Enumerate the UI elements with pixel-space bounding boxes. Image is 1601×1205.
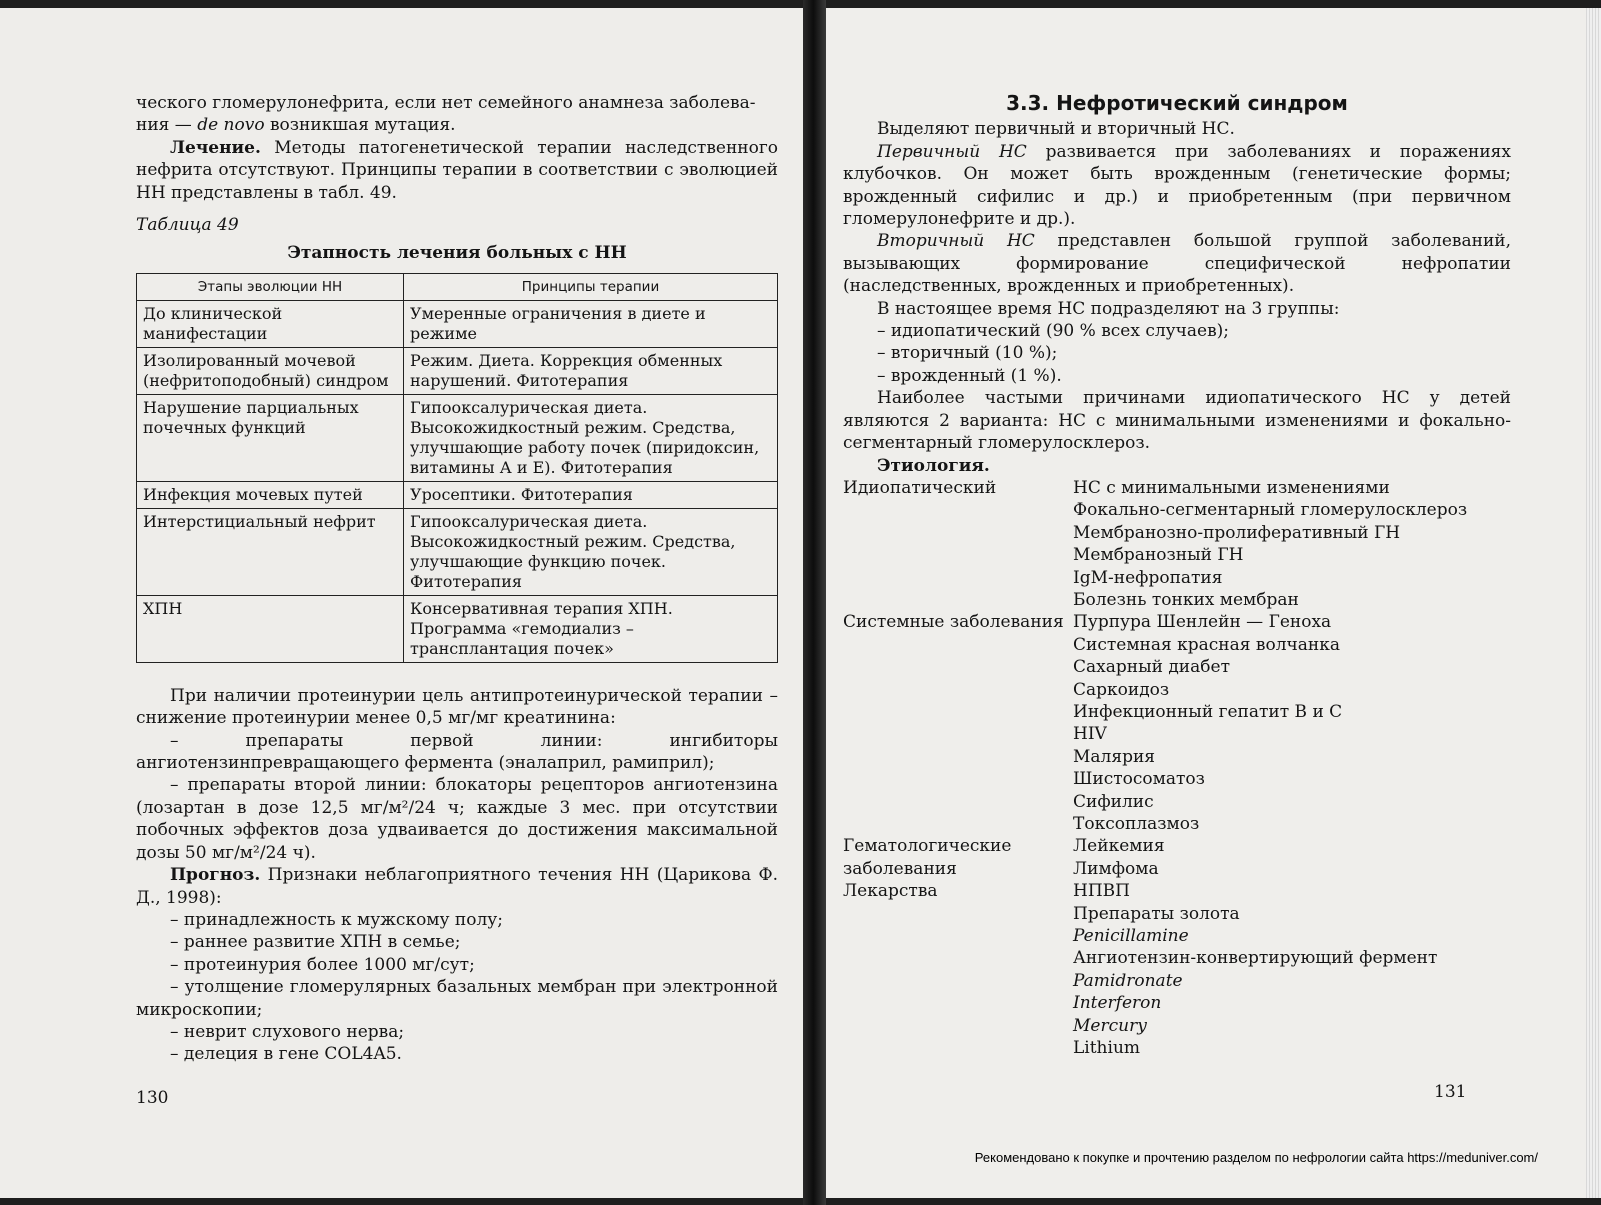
groups-intro: В настоящее время НС подразделяют на 3 группы: [877,298,1340,319]
etiology-item: Мембранозно-пролиферативный ГН [1073,522,1401,543]
etiology-item: Малярия [1073,746,1156,767]
primary-ns-term: Первичный НС [877,141,1027,162]
continuation-line-2-suffix: возникшая мутация. [264,115,456,136]
book-spine [803,0,826,1205]
causes-paragraph: Наиболее частыми причинами идиопатического НС у детей являются 2 варианта: НС с минимальными изменениями и фокально-сегментарный гломерулосклероз. [843,388,1511,454]
etiology-item: Pamidronate [1073,970,1183,991]
therapy-stages-table [136,273,778,663]
table-cell-therapy: Консервативная терапия ХПН. Программа «гемодиализ – трансплантация почек» [404,595,778,662]
etiology-item: Лимфома [1073,858,1159,879]
etiology-item: Interferon [1073,993,1162,1014]
etiology-item: HIV [1073,724,1107,745]
first-line-drugs: – препараты первой линии: ингибиторы ангиотензинпревращающего фермента (эналаприл, рамиприл); [136,730,778,774]
etiology-item: Пурпура Шенлейн — Геноха [1073,612,1332,633]
table-cell-therapy: Умеренные ограничения в диете и режиме [404,300,778,347]
etiology-item: Фокально-сегментарный гломерулосклероз [1073,500,1468,521]
treatment-text: Методы патогенетической терапии наследственного нефрита отсутствуют. Принципы терапии в соответствии с эволюцией НН представлены в табл. 49. [136,137,778,203]
section-title: 3.3. Нефротический синдром [1006,91,1348,115]
etiology-category: Лекарства [843,881,938,902]
de-novo-term: de novo [197,115,265,136]
secondary-ns-paragraph [843,230,1511,297]
table-cell-stage: ХПН [137,595,404,662]
list-item: – принадлежность к мужскому полу; [170,909,504,930]
etiology-heading: Этиология. [877,455,990,476]
table-cell-stage: Нарушение парциальных почечных функций [137,394,404,481]
table-row [137,595,778,662]
page-number-left: 130 [136,1088,169,1108]
prognosis-paragraph [136,864,778,909]
etiology-list [843,477,1511,1060]
primary-ns-text: развивается при заболеваниях и поражениях клубочков. Он может быть врожденным (генетические формы; врожденный сифилис и др.) и приобретенным (при первичном гломерулонефрите и др.). [843,141,1511,230]
list-item: – врожденный (1 %). [877,365,1062,386]
table-header-therapy: Принципы терапии [404,273,778,300]
table-header-row [137,273,778,300]
etiology-item: НС с минимальными изменениями [1073,477,1390,498]
etiology-category: Идиопатический [843,477,997,498]
list-item: – протеинурия более 1000 мг/сут; [170,954,475,975]
right-page-body [843,92,1511,1059]
table-row [137,347,778,394]
table-cell-stage: Интерстициальный нефрит [137,508,404,595]
page-edge-right [1586,8,1601,1198]
continuation-line-2-prefix: ния — [136,115,198,136]
etiology-category: Системные заболевания [843,612,1064,633]
list-item: – утолщение гломерулярных базальных мембран при электронной микроскопии; [136,977,778,1020]
list-item: – делеция в гене COL4A5. [170,1044,402,1065]
table-cell-therapy: Гипооксалурическая диета. Высокожидкостный режим. Средства, улучшающие функцию почек. Фитотерапия [404,508,778,595]
etiology-category: Гематологические заболевания [843,836,1012,879]
list-item: – неврит слухового нерва; [170,1021,405,1042]
list-item: – идиопатический (90 % всех случаев); [877,321,1230,342]
etiology-item: Ангиотензин-конвертирующий фермент [1073,948,1438,969]
continuation-line-1: ческого гломерулонефрита, если нет семейного анамнеза заболева- [136,93,756,113]
secondary-ns-text: представлен большой группой заболеваний, вызывающих формирование специфической нефропатии (наследственных, врожденных и приобретенных). [843,231,1512,297]
proteinuria-paragraph: При наличии протеинурии цель антипротеинурической терапии – снижение протеинурии менее 0,5 мг/мг креатинина: [136,685,778,729]
table-cell-therapy: Уросептики. Фитотерапия [404,481,778,508]
etiology-item: Шистосоматоз [1073,769,1205,790]
table-cell-therapy: Гипооксалурическая диета. Высокожидкостный режим. Средства, улучшающие работу почек (пиридоксин, витамины А и Е). Фитотерапия [404,394,778,481]
left-page-body [136,92,778,1066]
etiology-item: IgM-нефропатия [1073,567,1223,588]
intro-text: Выделяют первичный и вторичный НС. [877,119,1235,140]
etiology-item: Сифилис [1073,791,1154,812]
second-line-drugs: – препараты второй линии: блокаторы рецепторов ангиотензина (лозартан в дозе 12,5 мг/м²/24 ч; каждые 3 мес. при отсутствии побочных эффектов доза удваивается до достижения максимальной дозы 50 мг/м²/24 ч). [136,775,778,863]
etiology-item: Сахарный диабет [1073,657,1230,678]
etiology-item: Препараты золота [1073,903,1240,924]
etiology-item: Мембранозный ГН [1073,545,1244,566]
table-row [137,300,778,347]
continuation-text [136,92,778,137]
spacer [136,663,778,685]
table-title: Этапность лечения больных с НН [287,243,627,264]
etiology-item: Lithium [1073,1038,1141,1059]
etiology-item: Mercury [1073,1015,1147,1036]
page-number-right: 131 [1434,1082,1467,1102]
list-item: – вторичный (10 %); [877,343,1058,364]
prognosis-text: Признаки неблагоприятного течения НН (Царикова Ф. Д., 1998): [136,865,778,908]
table-row [137,481,778,508]
etiology-item: Инфекционный гепатит В и С [1073,701,1343,722]
list-item: – раннее развитие ХПН в семье; [170,932,461,953]
etiology-item: Системная красная волчанка [1073,634,1340,655]
table-cell-stage: Инфекция мочевых путей [137,481,404,508]
treatment-paragraph [136,137,778,204]
footer-recommendation: Рекомендовано к покупке и прочтению разделом по нефрологии сайта https://meduniver.com/ [974,1150,1538,1165]
table-cell-therapy: Режим. Диета. Коррекция обменных нарушений. Фитотерапия [404,347,778,394]
left-page [0,8,803,1198]
table-cell-stage: До клинической манифестации [137,300,404,347]
prognosis-heading: Прогноз. [170,865,261,886]
secondary-ns-term: Вторичный НС [877,231,1035,252]
etiology-item: Лейкемия [1073,836,1165,857]
table-row [137,394,778,481]
table-header-stage: Этапы эволюции НН [137,273,404,300]
etiology-item: Болезнь тонких мембран [1073,589,1299,610]
etiology-item: Саркоидоз [1073,679,1170,700]
etiology-item: Токсоплазмоз [1073,814,1200,834]
table-row [137,508,778,595]
treatment-heading: Лечение. [170,137,261,158]
etiology-item: НПВП [1073,881,1130,902]
primary-ns-paragraph [843,141,1511,231]
etiology-item: Penicillamine [1073,926,1189,947]
table-cell-stage: Изолированный мочевой (нефритоподобный) синдром [137,347,404,394]
right-page [826,8,1586,1198]
table-number: Таблица 49 [136,215,239,236]
